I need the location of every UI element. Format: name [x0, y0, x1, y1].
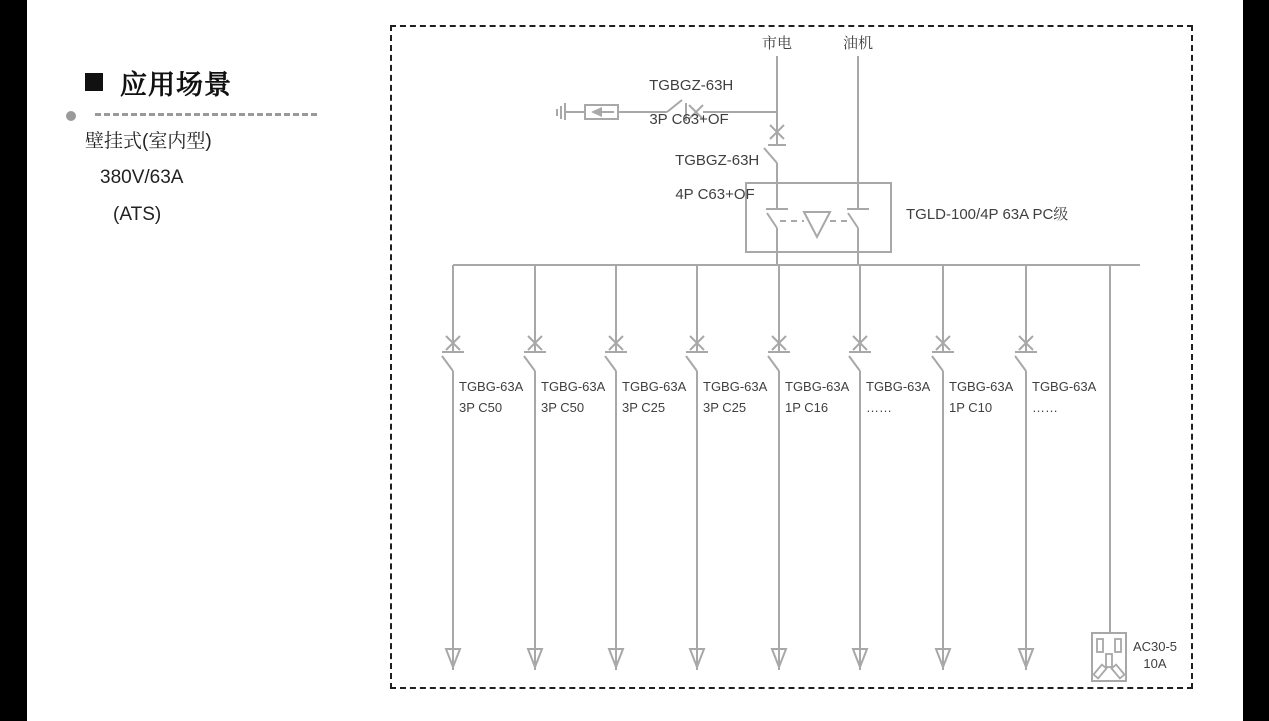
- branch-label-8: [1032, 376, 1096, 418]
- branch-spec: 1P C16: [785, 400, 829, 415]
- branch-spec: ……: [1032, 400, 1058, 415]
- branch-label-4: [703, 376, 767, 418]
- branch-model: TGBG-63A: [866, 379, 931, 394]
- branch-model: TGBG-63A: [1032, 379, 1097, 394]
- socket-label: [1129, 638, 1181, 672]
- branch-label-5: [785, 376, 849, 418]
- branch-model: TGBG-63A: [785, 379, 850, 394]
- main-breaker-model: TGBGZ-63H: [675, 152, 760, 169]
- branch-label-7: [949, 376, 1013, 418]
- branch-spec: 3P C50: [459, 400, 503, 415]
- branch-label-2: [541, 376, 605, 418]
- branch-label-3: [622, 376, 686, 418]
- ats-switch-symbol: [746, 183, 891, 265]
- source-label-generator: 油机: [842, 35, 873, 52]
- branch-feeder-2: [524, 265, 546, 670]
- branch-feeder-8: [1015, 265, 1037, 670]
- socket-rating: 10A: [1143, 656, 1167, 671]
- branch-model: TGBG-63A: [703, 379, 768, 394]
- branch-feeder-6: [849, 265, 871, 670]
- branch-spec: 3P C25: [703, 400, 747, 415]
- branch-model: TGBG-63A: [459, 379, 524, 394]
- branch-feeder-4: [686, 265, 708, 670]
- branch-feeder-7: [932, 265, 954, 670]
- surge-arrester-icon: [585, 105, 618, 119]
- main-breaker-label: [667, 135, 759, 203]
- ats-label: TGLD-100/4P 63A PC级: [906, 206, 1069, 223]
- branch-spec: 1P C10: [949, 400, 993, 415]
- branch-model: TGBG-63A: [622, 379, 687, 394]
- spd-breaker-label: [641, 60, 733, 128]
- sidebar-item-rating: 380V/63A: [100, 167, 184, 188]
- source-label-mains: 市电: [761, 35, 792, 52]
- socket-model: AC30-5: [1132, 639, 1178, 654]
- branch-model: TGBG-63A: [949, 379, 1014, 394]
- mains-incoming-line: [764, 56, 786, 183]
- branch-spec: 3P C50: [541, 400, 585, 415]
- branch-feeder-3: [605, 265, 627, 670]
- socket-outlet-icon: [1092, 633, 1126, 681]
- branch-label-1: [459, 376, 523, 418]
- branch-feeder-5: [768, 265, 790, 670]
- spd-breaker-model: TGBGZ-63H: [649, 77, 734, 94]
- spd-breaker-spec: 3P C63+OF: [649, 111, 729, 128]
- sidebar-item-mounting: 壁挂式(室内型): [85, 131, 212, 152]
- branch-model: TGBG-63A: [541, 379, 606, 394]
- main-breaker-spec: 4P C63+OF: [675, 186, 755, 203]
- branch-spec: ……: [866, 400, 892, 415]
- branch-feeder-1: [442, 265, 464, 670]
- branch-spec: 3P C25: [622, 400, 666, 415]
- branch-label-6: [866, 376, 930, 418]
- sidebar-item-type: (ATS): [113, 204, 162, 225]
- ground-icon: [557, 103, 585, 120]
- section-title: 应用场景: [120, 70, 232, 100]
